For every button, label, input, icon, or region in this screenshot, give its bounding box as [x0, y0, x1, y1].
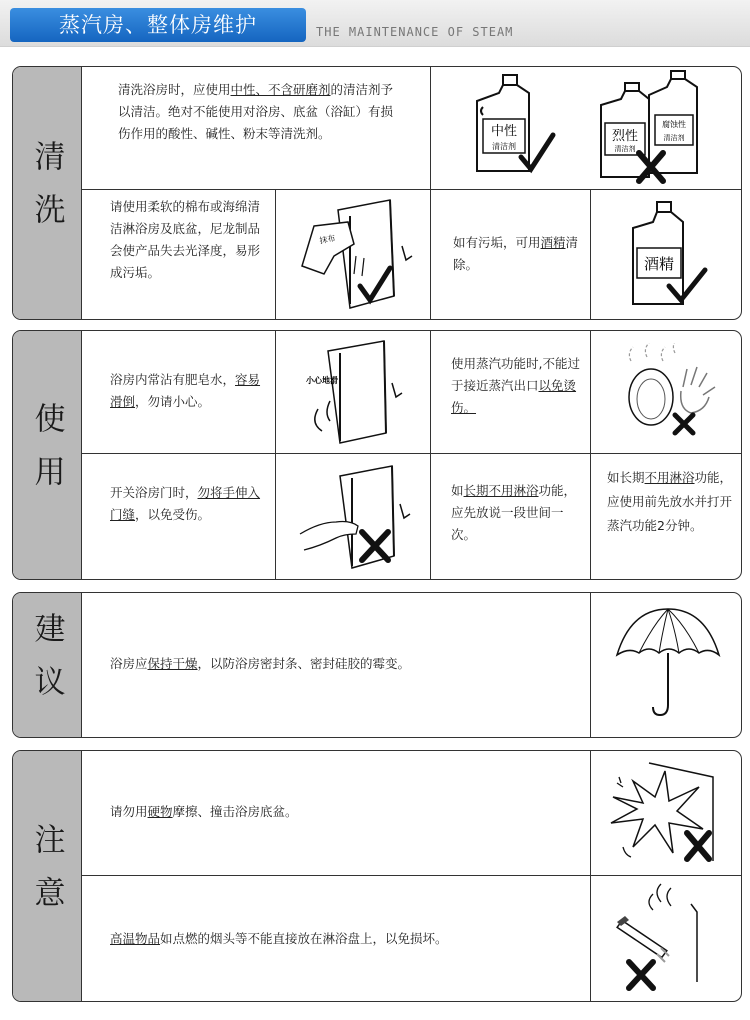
icon-cell	[590, 875, 742, 1002]
usage-text-3: 开关浴房门时，勿将手伸入门缝，以免受伤。	[110, 485, 261, 522]
icon-cell	[430, 66, 742, 189]
corrosive-cleaner-bottles-icon	[593, 69, 733, 185]
cleaning-text-1: 清洗浴房时，应使用中性、不含研磨剂的清洁剂予以清洁。绝对不能使用对浴房、底盆（浴缸）有损伤作用的酸性、碱性、粉末等清洗剂。	[118, 82, 394, 141]
svg-text:中性: 中性	[490, 124, 518, 139]
text-cell	[81, 750, 590, 875]
section-suggestion	[12, 592, 742, 738]
usage-text-1: 浴房内常沾有肥皂水，容易滑倒，勿请小心。	[110, 372, 261, 409]
text-cell	[81, 592, 590, 738]
umbrella-icon	[613, 605, 723, 721]
section-title: 清洗	[13, 67, 82, 319]
page-title: 蒸汽房、整体房维护	[10, 8, 306, 42]
slippery-floor-icon	[300, 337, 410, 447]
section-cleaning	[12, 66, 742, 320]
cleaning-text-2: 请使用柔软的棉布或海绵清洁淋浴房及底盆，尼龙制品会使产品失去光泽度，易形成污垢。	[110, 199, 261, 280]
icon-cell	[275, 330, 430, 453]
alcohol-bottle-icon	[625, 200, 715, 312]
usage-text-5: 如长期不用淋浴功能，应使用前先放水并打开蒸汽功能2分钟。	[607, 470, 733, 533]
hard-object-impact-icon	[603, 757, 733, 869]
page-subtitle: THE MAINTENANCE OF STEAM	[316, 25, 514, 39]
soft-cloth-cleaning-icon	[294, 196, 418, 314]
svg-text:腐蚀性: 腐蚀性	[662, 120, 686, 129]
svg-text:烈性: 烈性	[611, 129, 639, 144]
text-cell	[81, 330, 275, 453]
svg-text:清洁剂: 清洁剂	[614, 145, 636, 153]
suggestion-text: 浴房应保持干燥，以防浴房密封条、密封硅胶的霉变。	[110, 656, 411, 671]
section-attention	[12, 750, 742, 1002]
section-title: 使用	[13, 331, 82, 579]
icon-cell	[590, 330, 742, 453]
icon-cell	[590, 592, 742, 738]
text-cell	[430, 330, 590, 453]
icon-cell	[590, 189, 742, 320]
svg-text:抹布: 抹布	[318, 233, 337, 246]
section-title: 建议	[13, 593, 82, 737]
text-cell	[81, 66, 430, 189]
text-cell	[81, 875, 590, 1002]
section-usage	[12, 330, 742, 580]
door-gap-finger-icon	[296, 464, 416, 574]
icon-cell	[275, 453, 430, 580]
cleaning-text-3: 如有污垢，可用酒精清除。	[453, 235, 579, 272]
header-bar	[0, 0, 750, 47]
text-cell	[81, 453, 275, 580]
neutral-cleaner-bottle-icon	[469, 71, 559, 181]
svg-text:清洁剂: 清洁剂	[663, 134, 685, 142]
icon-cell	[590, 750, 742, 875]
lit-cigarette-icon	[607, 882, 731, 998]
attention-text-1: 请勿用硬物摩擦、撞击浴房底盆。	[110, 804, 298, 819]
svg-text:小心地滑: 小心地滑	[306, 376, 338, 385]
attention-text-2: 高温物品如点燃的烟头等不能直接放在淋浴盘上，以免损坏。	[110, 931, 448, 946]
svg-text:酒精: 酒精	[643, 255, 675, 273]
steam-outlet-hand-icon	[615, 343, 725, 439]
usage-text-4: 如长期不用淋浴功能，应先放说一段世间一次。	[451, 483, 577, 542]
section-title: 注意	[13, 751, 82, 1001]
text-cell	[430, 453, 590, 580]
text-cell	[590, 453, 742, 580]
icon-cell	[275, 189, 430, 320]
svg-text:清洁剂: 清洁剂	[492, 142, 516, 151]
text-cell	[81, 189, 275, 320]
text-cell	[430, 189, 590, 320]
usage-text-2: 使用蒸汽功能时,不能过于接近蒸汽出口以免烫伤。	[451, 356, 580, 415]
